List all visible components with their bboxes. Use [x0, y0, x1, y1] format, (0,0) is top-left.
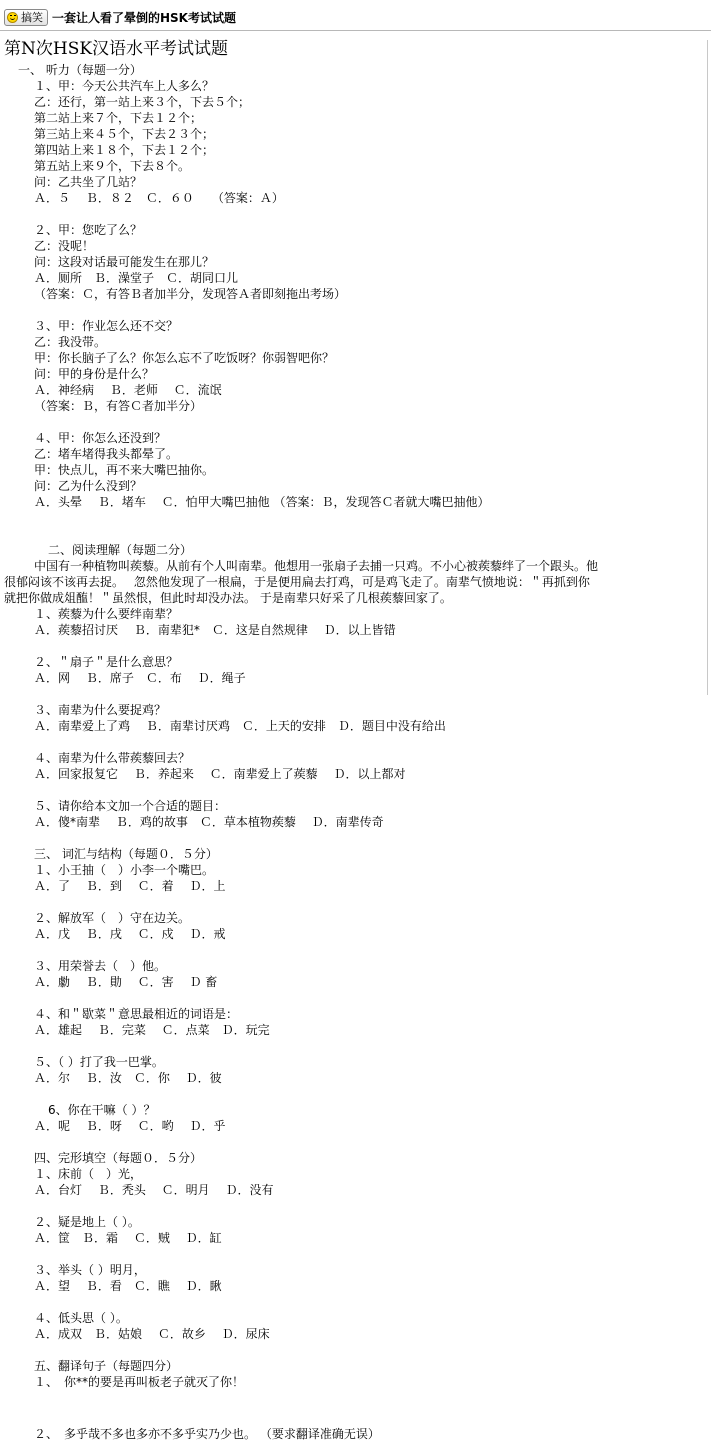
text-line: Ａ．呢 Ｂ．呀 Ｃ．哟 Ｄ．乎	[34, 1119, 226, 1133]
category-badge-label: 搞笑	[21, 10, 43, 24]
text-line: ５、请你给本文加一个合适的题目：	[34, 799, 227, 813]
text-line: ４、低头思（ ）。	[34, 1311, 128, 1325]
text-line: ４、甲：你怎么还没到？	[34, 431, 167, 445]
text-line: Ａ．台灯 Ｂ．秃头 Ｃ．明月 Ｄ．没有	[34, 1183, 274, 1197]
text-line: 二、阅读理解（每题二分）	[48, 543, 193, 557]
text-line: 五、翻译句子（每题四分）	[34, 1359, 179, 1373]
text-line: １、甲：今天公共汽车上人多么？	[34, 79, 215, 93]
text-line: Ａ．神经病 Ｂ．老师 Ｃ．流氓	[34, 383, 222, 397]
text-line: ２、甲：您吃了么？	[34, 223, 143, 237]
text-line: Ａ．戊 Ｂ．戌 Ｃ．戍 Ｄ．戒	[34, 927, 226, 941]
text-line: 问：甲的身份是什么？	[34, 367, 155, 381]
text-line: １、床前（ ）光，	[34, 1167, 143, 1181]
smiley-icon	[7, 12, 18, 23]
text-line: ３、举头（ ）明月，	[34, 1263, 146, 1277]
text-line: 第四站上来１８个，下去１２个；	[34, 143, 215, 157]
text-line: １、小王抽（ ）小李一个嘴巴。	[34, 863, 215, 877]
text-line: 第五站上来９个，下去８个。	[34, 159, 191, 173]
text-line: 第三站上来４５个，下去２３个；	[34, 127, 215, 141]
text-line: 一、 听力（每题一分）	[18, 63, 142, 77]
text-line: Ａ．蒺藜招讨厌 Ｂ．南辈犯* Ｃ．这是自然规律 Ｄ．以上皆错	[34, 623, 396, 637]
text-line: ３、南辈为什么要捉鸡？	[34, 703, 167, 717]
text-line: ４、和＂歇菜＂意思最相近的词语是：	[34, 1007, 239, 1021]
text-line: 第二站上来７个，下去１２个；	[34, 111, 203, 125]
text-line: Ａ．筐 Ｂ．霜 Ｃ．贼 Ｄ．缸	[34, 1231, 222, 1245]
text-line: Ａ．望 Ｂ．看 Ｃ．瞧 Ｄ．瞅	[34, 1279, 222, 1293]
text-line: ３、用荣誉去（ ）他。	[34, 959, 167, 973]
text-line: Ａ．了 Ｂ．到 Ｃ．着 Ｄ．上	[34, 879, 226, 893]
text-line: 四、完形填空（每题０．５分）	[34, 1151, 203, 1165]
text-line: Ａ．网 Ｂ．席子 Ｃ．布 Ｄ．绳子	[34, 671, 246, 685]
text-line: 问：乙为什么没到？	[34, 479, 143, 493]
text-line: 中国有一种植物叫蒺藜。从前有个人叫南辈。他想用一张扇子去捕一只鸡。不小心被蒺藜绊了一个跟头。他	[34, 559, 599, 573]
text-line: Ａ．勮 Ｂ．勛 Ｃ．害 Ｄ 畜	[34, 975, 218, 989]
text-line: 乙：我没带。	[34, 335, 107, 349]
text-line: 就把你做成俎醢！＂虽然恨，但此时却没办法。 于是南辈只好采了几根蒺藜回家了。	[4, 591, 452, 605]
text-line: 很郁闷该不该再去捉。 忽然他发现了一根扁，于是便用扁去打鸡，可是鸡飞走了。南辈气愤地说：＂再抓到你	[4, 575, 590, 589]
post-title[interactable]: 一套让人看了晕倒的HSK考试试题	[52, 10, 236, 25]
text-line: Ａ．成双 Ｂ．姑娘 Ｃ．故乡 Ｄ．尿床	[34, 1327, 270, 1341]
text-line: ２、 多乎哉不多也多亦不多乎实乃少也。 （要求翻译准确无误）	[34, 1427, 380, 1441]
text-line: 甲：你长脑子了么？你怎么忘不了吃饭呀？你弱智吧你？	[34, 351, 335, 365]
document-title: 第N次HSK汉语水平考试试题	[4, 39, 229, 59]
text-line: ５、（ ）打了我一巴掌。	[34, 1055, 164, 1069]
text-line: 乙：还行，第一站上来３个，下去５个；	[34, 95, 251, 109]
text-line: Ａ．尔 Ｂ．汝 Ｃ．你 Ｄ．彼	[34, 1071, 222, 1085]
text-line: 问：乙共坐了几站？	[34, 175, 143, 189]
text-line: 问：这段对话最可能发生在那儿？	[34, 255, 215, 269]
text-line: Ａ．头晕 Ｂ．堵车 Ｃ．怕甲大嘴巴抽他 （答案：Ｂ，发现答Ｃ者就大嘴巴抽他）	[34, 495, 490, 509]
text-line: Ａ．厕所 Ｂ．澡堂子 Ｃ．胡同口儿	[34, 271, 239, 285]
text-line: 乙：堵车堵得我头都晕了。	[34, 447, 179, 461]
text-line: Ａ．雄起 Ｂ．完菜 Ｃ．点菜 Ｄ．玩完	[34, 1023, 270, 1037]
text-line: ２、＂扇子＂是什么意思？	[34, 655, 179, 669]
text-line: Ａ．傻*南辈 Ｂ．鸡的故事 Ｃ．草本植物蒺藜 Ｄ．南辈传奇	[34, 815, 384, 829]
text-line: ４、南辈为什么带蒺藜回去？	[34, 751, 191, 765]
text-line: Ａ．５ Ｂ．８２ Ｃ．６０ （答案：Ａ）	[34, 191, 284, 205]
text-line: 甲：快点儿，再不来大嘴巴抽你。	[34, 463, 215, 477]
frame-border	[707, 40, 708, 695]
text-line: 6、你在干嘛（ ）？	[48, 1103, 156, 1117]
text-line: １、蒺藜为什么要绊南辈？	[34, 607, 179, 621]
text-line: Ａ．南辈爱上了鸡 Ｂ．南辈讨厌鸡 Ｃ．上天的安排 Ｄ．题目中没有给出	[34, 719, 446, 733]
category-badge[interactable]	[4, 9, 48, 26]
text-line: ３、甲：作业怎么还不交？	[34, 319, 179, 333]
post-header	[4, 8, 236, 26]
text-line: １、 你**的要是再叫板老子就灭了你！	[34, 1375, 245, 1389]
text-line: ２、解放军（ ）守在边关。	[34, 911, 191, 925]
text-line: Ａ．回家报复它 Ｂ．养起来 Ｃ．南辈爱上了蒺藜 Ｄ．以上都对	[34, 767, 406, 781]
text-line: （答案：Ｂ，有答Ｃ者加半分）	[34, 399, 203, 413]
text-line: 乙：没呢！	[34, 239, 95, 253]
header-divider	[0, 30, 711, 31]
text-line: ２、疑是地上（ ）。	[34, 1215, 140, 1229]
text-line: 三、 词汇与结构（每题０．５分）	[34, 847, 218, 861]
text-line: （答案：Ｃ，有答Ｂ者加半分，发现答Ａ者即刻拖出考场）	[34, 287, 347, 301]
